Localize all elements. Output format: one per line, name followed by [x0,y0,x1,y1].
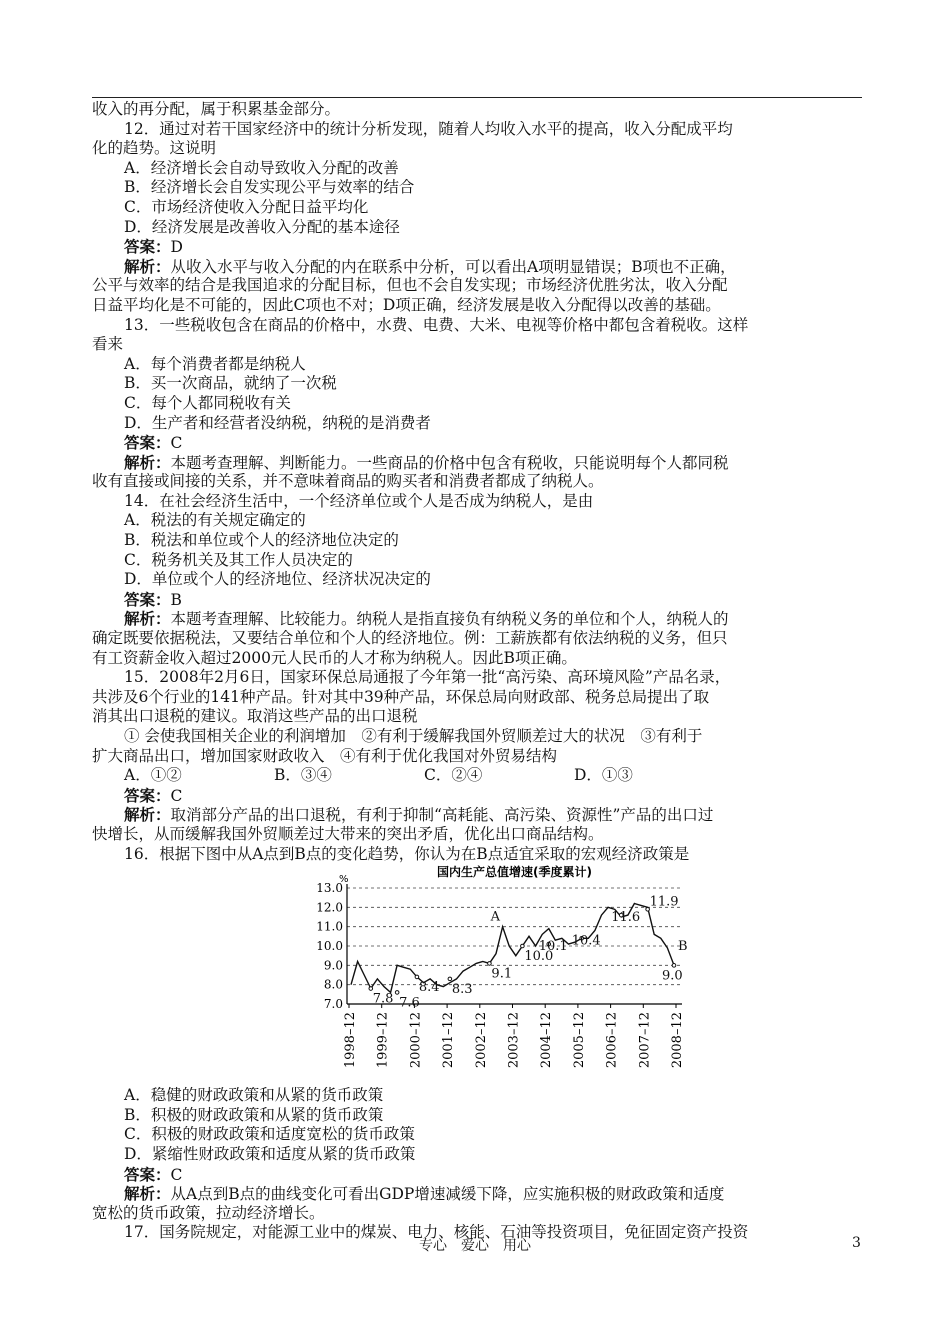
line-text: C [170,434,183,453]
label-bold: 答案： [124,433,171,453]
data-label: 11.9 [649,894,679,910]
text-line [92,296,862,316]
text-line [92,570,862,590]
line-text: 取消部分产品的出口退税，有利于抑制“高耗能、高污染、资源性”产品的出口过 [170,806,714,825]
line-text: C．每个人都同税收有关 [124,393,291,412]
label-bold: 解析： [124,256,171,276]
label-bold: 答案： [124,589,171,609]
line-text: C．积极的财政政策和适度宽松的货币政策 [124,1125,415,1144]
line-text: 公平与效率的结合是我国追求的分配目标，但也不会自发实现；市场经济优胜劣汰，收入分配 [92,276,728,295]
line-text: 17．国务院规定，对能源工业中的煤炭、电力、核能、石油等投资项目，免征固定资产投资 [124,1223,749,1242]
data-label: B [678,939,688,955]
answer-line [92,237,862,257]
label-bold: 解析： [124,805,171,825]
text-line [92,139,862,159]
x-tick-label: 2007–12 [637,1012,653,1069]
text-line [92,120,862,140]
text-line [92,1204,862,1224]
y-tick-label: 10.0 [316,939,343,954]
line-text: 14．在社会经济生活中，一个经济单位或个人是否成为纳税人，是由 [124,491,594,510]
data-label: 7.6 [399,995,420,1011]
text-line [92,727,862,747]
x-tick-label: 2008–12 [670,1012,685,1069]
text-line [92,472,862,492]
text-line [92,688,862,708]
x-tick-label: 1998–12 [343,1012,358,1069]
answer-line [92,1165,862,1185]
page-number: 3 [852,1235,861,1251]
line-text: 12．通过对若干国家经济中的统计分析发现，随着人均收入水平的提高，收入分配成平均 [124,119,733,138]
line-text: 16．根据下图中从A点到B点的变化趋势，你认为在B点适宜采取的宏观经济政策是 [124,844,690,863]
text-line [92,492,862,512]
label-bold: 解析： [124,609,171,629]
y-unit-label: % [339,874,349,886]
label-bold: 答案： [124,785,171,805]
analysis-line [92,609,862,629]
y-tick-label: 13.0 [316,881,343,896]
y-tick-label: 7.0 [323,997,343,1012]
text-line [92,649,862,669]
line-text: 本题考查理解、比较能力。纳税人是指直接负有纳税义务的单位和个人，纳税人的 [170,610,729,629]
option-item: C．②④ [424,766,483,785]
line-text: 13．一些税收包含在商品的价格中，水费、电费、大米、电视等价格中都包含着税收。这样 [124,315,749,334]
line-text: 确定既要依据税法，又要结合单位和个人的经济地位。例：工薪族都有依法纳税的义务，但只 [92,629,728,648]
text-line [92,825,862,845]
line-text: 从收入水平与收入分配的内在联系中分析，可以看出A项明显错误；B项也不正确， [170,257,736,276]
line-text: 化的趋势。这说明 [92,139,217,158]
line-text: C [170,1165,183,1184]
text-line [92,178,862,198]
analysis-line [92,805,862,825]
analysis-line [92,257,862,277]
line-text: C [170,786,183,805]
page-footer: 专心 爱心 用心 [419,1238,531,1254]
line-text: D．生产者和经营者没纳税，纳税的是消费者 [124,413,431,432]
text-line [92,629,862,649]
text-line [92,1106,862,1126]
text-line [92,276,862,296]
x-tick-label: 2004–12 [539,1012,555,1069]
answer-line [92,433,862,453]
data-point [521,944,525,948]
line-text: 看来 [92,335,124,354]
line-text: 从A点到B点的曲线变化可看出GDP增速减缓下降，应实施积极的财政政策和适度 [170,1185,725,1204]
text-line [92,1125,862,1145]
text-line [92,511,862,531]
text-line [92,374,862,394]
text-line [92,218,862,238]
analysis-line [92,453,862,473]
text-line [92,747,862,767]
line-text: 收入的再分配，属于积累基金部分。 [92,100,341,118]
text-line [92,1086,862,1106]
data-label: 9.1 [491,966,513,982]
y-tick-label: 9.0 [323,958,343,973]
line-text: D．经济发展是改善收入分配的基本途径 [124,217,400,236]
data-point [488,962,492,966]
data-label: 8.4 [418,980,440,996]
data-point [369,987,373,991]
data-point [672,964,676,968]
text-line [92,394,862,414]
text-line [92,845,862,865]
line-text: B．积极的财政政策和从紧的货币政策 [124,1105,384,1124]
line-text: 日益平均化是不可能的，因此C项也不对；D项正确，经济发展是收入分配得以改善的基础。 [92,295,721,314]
option-item: D．①③ [574,766,633,785]
x-tick-label: 2002–12 [473,1012,489,1069]
header-rule [92,97,862,98]
line-text: B．买一次商品，就纳了一次税 [124,374,337,393]
text-line [92,668,862,688]
line-text: B [170,590,182,609]
line-text: 有工资薪金收入超过2000元人民币的人才称为纳税人。因此B项正确。 [92,648,577,667]
y-tick-label: 12.0 [316,900,343,915]
x-tick-label: 2001–12 [441,1012,457,1069]
line-text: 消其出口退税的建议。取消这些产品的出口退税 [92,707,418,726]
answer-line [92,590,862,610]
data-label: 10.4 [571,933,601,949]
document-body [92,100,862,1243]
data-label: 7.8 [372,991,394,1007]
x-tick-label: 2006–12 [604,1012,620,1069]
line-text: C．税务机关及其工作人员决定的 [124,550,353,569]
label-bold: 解析： [124,452,171,472]
label-bold: 解析： [124,1184,171,1204]
data-label: 11.6 [611,910,641,926]
data-label: 9.0 [662,968,683,984]
line-text: C．市场经济使收入分配日益平均化 [124,197,369,216]
text-line [92,551,862,571]
data-point [415,975,419,979]
gdp-growth-chart [92,864,862,1086]
x-tick-label: 2003–12 [506,1012,522,1069]
line-text: A．每个消费者都是纳税人 [124,354,306,373]
data-label: A [490,909,501,925]
chart-svg [292,864,692,1086]
line-text: ① 会使我国相关企业的利润增加 ②有利于缓解我国外贸顺差过大的状况 ③有利于 [124,727,703,745]
text-line [92,531,862,551]
text-line [92,316,862,336]
text-line [92,1145,862,1165]
x-tick-label: 2000–12 [408,1012,424,1069]
x-tick-label: 2005–12 [571,1012,587,1069]
label-bold: 答案： [124,237,171,257]
line-text: D．单位或个人的经济地位、经济状况决定的 [124,570,431,589]
chart-title: 国内生产总值增速(季度累计) [437,865,592,880]
line-text: D．紧缩性财政政策和适度从紧的货币政策 [124,1144,416,1163]
line-text: D [170,238,183,257]
line-text: 宽松的货币政策，拉动经济增长。 [92,1203,325,1222]
option-item: A．①② [124,766,182,785]
data-label: 10.1 [538,939,568,955]
text-line [92,414,862,434]
analysis-line [92,1184,862,1204]
data-label: 10.0 [524,949,554,965]
data-point [395,991,399,995]
line-text: 快增长，从而缓解我国外贸顺差过大带来的突出矛盾，优化出口商品结构。 [92,824,604,843]
text-line [92,335,862,355]
line-text: B．税法和单位或个人的经济地位决定的 [124,531,399,550]
line-text: A．经济增长会自动导致收入分配的改善 [124,158,399,177]
x-tick-label: 1999–12 [375,1012,391,1069]
text-line [92,707,862,727]
line-text: B．经济增长会自发实现公平与效率的结合 [124,178,415,197]
option-row [92,766,862,786]
line-text: A．稳健的财政政策和从紧的货币政策 [124,1086,384,1105]
data-label: 8.3 [451,982,473,998]
line-text: 扩大商品出口，增加国家财政收入 ④有利于优化我国对外贸易结构 [92,746,558,765]
text-line [92,198,862,218]
answer-line [92,786,862,806]
data-point [448,977,452,981]
line-text: 收有直接或间接的关系，并不意味着商品的购买者和消费者都成了纳税人。 [92,472,604,491]
text-line [92,159,862,179]
line-text: 本题考查理解、判断能力。一些商品的价格中包含有税收，只能说明每个人都同税 [170,453,729,472]
y-tick-label: 11.0 [316,919,343,934]
line-text: 15．2008年2月6日，国家环保总局通报了今年第一批“高污染、高环境风险”产品名录， [124,668,731,687]
text-line [92,355,862,375]
text-line [92,100,862,120]
label-bold: 答案： [124,1164,171,1184]
y-tick-label: 8.0 [323,977,343,992]
line-text: 共涉及6个行业的141种产品。针对其中39种产品，环保总局向财政部、税务总局提出了取 [92,687,710,706]
option-item: B．③④ [274,766,332,785]
line-text: A．税法的有关规定确定的 [124,511,306,530]
